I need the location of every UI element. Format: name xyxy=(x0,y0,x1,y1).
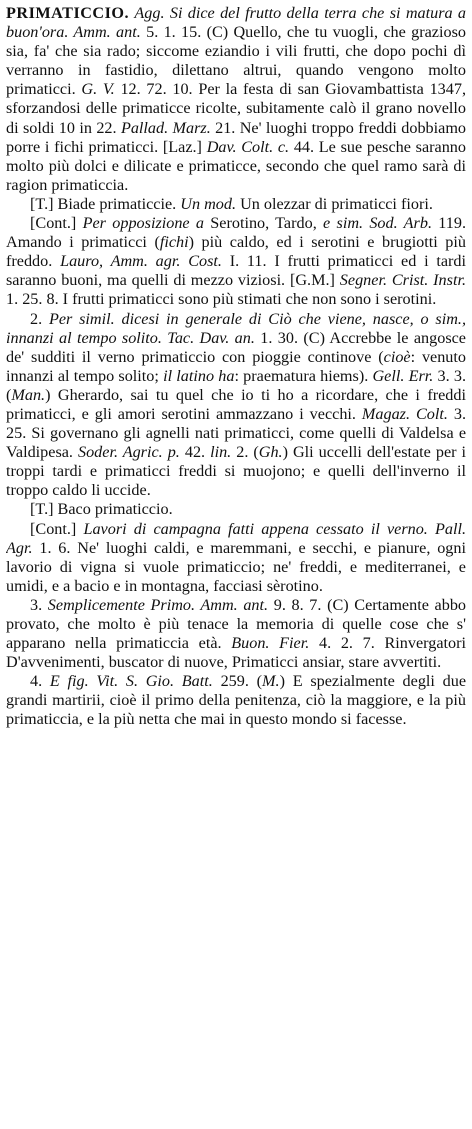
entry-paragraph xyxy=(6,214,466,309)
italic-text: Semplicemente Primo. Amm. ant. xyxy=(47,595,269,614)
text-run: : praematura hiems). xyxy=(234,366,373,385)
text-run: ) E spezialmente degli due grandi martirii, cioè il primo della penitenza, ciò la maggiore, e la più primaticcia, e la più netta che mai in questo mondo si facesse. xyxy=(6,672,466,729)
italic-text: Gell. Err. xyxy=(372,366,434,385)
italic-text: Pallad. Marz. xyxy=(120,118,211,137)
text-run: ) Gherardo, sai tu quel che io ti ho a ricordare, che i freddi primaticci, e gli amori serotini ammazzano i vecchi. xyxy=(6,385,466,423)
italic-text: cioè xyxy=(383,347,411,366)
text-run: 4. xyxy=(30,672,50,691)
text-run: 44. Le sue pesche saranno molto più dolci e dilicate e primaticce, secondo che quel ramo sarà di ragion primaticcia. xyxy=(6,137,466,194)
entry-paragraph xyxy=(6,520,466,596)
text-run: 4. 2. 7. Rinvergatori D'avvenimenti, buscator di nuove, Primaticci ansiar, stare avvertiti. xyxy=(6,634,466,672)
text-run: [Cont.] xyxy=(30,214,83,233)
italic-text: e sim. Sod. Arb. xyxy=(323,214,432,233)
italic-text: Un mod. xyxy=(180,194,237,213)
text-run: 9. 8. 7. (C) Certamente abbo provato, che molto è più tenace la memoria di quelle cose che s' apparano nella primaticcia età. xyxy=(6,595,466,653)
entry-paragraph xyxy=(6,500,466,519)
text-run: 5. 1. 15. (C) Quello, che tu vuogli, che grazioso sia, fa' che sia rado; siccome eziandio i vili frutti, che dopo pochi dì verranno in fastidio, dilettano altrui, quando vengono molto primaticci. xyxy=(6,23,466,99)
italic-text: il latino ha xyxy=(163,366,235,385)
text-run: ) più caldo, ed i serotini e brugiotti più freddo. xyxy=(6,233,466,271)
headword: PRIMATICCIO. xyxy=(6,4,130,22)
entry-paragraph xyxy=(6,672,466,729)
italic-text: Gh. xyxy=(258,443,283,462)
text-run: 119. Amando i primaticci ( xyxy=(6,214,466,252)
italic-text: Buon. Fier. xyxy=(231,634,310,653)
text-run: 1. 25. 8. I frutti primaticci sono più stimati che non sono i serotini. xyxy=(6,290,437,309)
italic-text: fichi xyxy=(159,233,189,252)
italic-text: Lauro, Amm. agr. Cost. xyxy=(60,252,222,271)
text-run: [T.] Biade primaticcie. xyxy=(30,194,181,213)
text-run: 3. xyxy=(30,595,48,614)
text-run: Un olezzar di primaticci fiori. xyxy=(236,194,433,213)
dictionary-page xyxy=(6,4,466,1124)
italic-text: Per opposizione a xyxy=(82,214,204,233)
entry-paragraph xyxy=(6,195,466,214)
text-run: 259. ( xyxy=(212,672,263,691)
entry-paragraph xyxy=(6,4,466,195)
text-run: 2. ( xyxy=(231,443,259,462)
text-run: 1. 6. Ne' luoghi caldi, e maremmani, e secchi, e pianure, ogni lavorio di vigna si vuole primaticcio; ne' freddi, e mediterranei, e umidi, e a bacio e in montagna, facciasi sèrotino. xyxy=(6,538,466,595)
italic-text: Agg. Si dice del frutto della terra che si matura a buon'ora. Amm. ant. xyxy=(6,4,466,42)
text-run: Serotino, Tardo, xyxy=(204,214,324,233)
italic-text: Man. xyxy=(11,385,46,404)
italic-text: G. V. xyxy=(81,80,115,99)
text-run: 21. Ne' luoghi troppo freddi dobbiamo porre i fichi primaticci. [Laz.] xyxy=(6,118,466,156)
italic-text: Magaz. Colt. xyxy=(361,404,448,423)
italic-text: Per simil. dicesi in generale di Ciò che viene, nasce, o sim., innanzi al tempo solito. Tac. Dav. an. xyxy=(6,309,466,347)
italic-text: M. xyxy=(262,672,280,691)
text-run: 2. xyxy=(30,309,49,328)
italic-text: lin. xyxy=(210,443,232,462)
dictionary-entry-primaticcio xyxy=(6,4,466,730)
italic-text: Dav. Colt. c. xyxy=(206,137,290,156)
text-run: 3. 25. Si governano gli agnelli nati primaticci, come quelli di Valdelsa e Valdipesa. xyxy=(6,404,466,462)
italic-text: Soder. Agric. p. xyxy=(77,443,180,462)
text-run: : venuto innanzi al tempo solito; xyxy=(6,347,466,385)
text-run: 1. 30. (C) Accrebbe le angosce de' sudditi il verno primaticcio con pioggie continove ( xyxy=(6,328,466,366)
entry-paragraph xyxy=(6,310,466,501)
text-run: [T.] Baco primaticcio. xyxy=(30,500,173,519)
entry-paragraph xyxy=(6,596,466,672)
text-run: 42. xyxy=(179,443,211,462)
text-run: I. 11. I frutti primaticci ed i tardi saranno buoni, ma quelli di mezzo viziosi. [G.M.] xyxy=(6,252,466,290)
text-run: 3. 3. ( xyxy=(6,366,466,404)
text-run: 12. 72. 10. Per la festa di san Giovambattista 1347, sforzandosi delle primaticce ricolte, subitamente calò il grano novello di soldi 10 in 22. xyxy=(6,80,466,137)
italic-text: Segner. Crist. Instr. xyxy=(339,271,466,290)
italic-text: Lavori di campagna fatti appena cessato il verno. Pall. Agr. xyxy=(6,519,466,557)
italic-text: E fig. Vit. S. Gio. Batt. xyxy=(49,672,213,691)
text-run: [Cont.] xyxy=(30,519,84,538)
text-run: ) Gli uccelli dell'estate per i troppi tardi e primaticci freddi si muojono; e quelli dell'inverno il troppo caldo li uccide. xyxy=(6,443,466,500)
